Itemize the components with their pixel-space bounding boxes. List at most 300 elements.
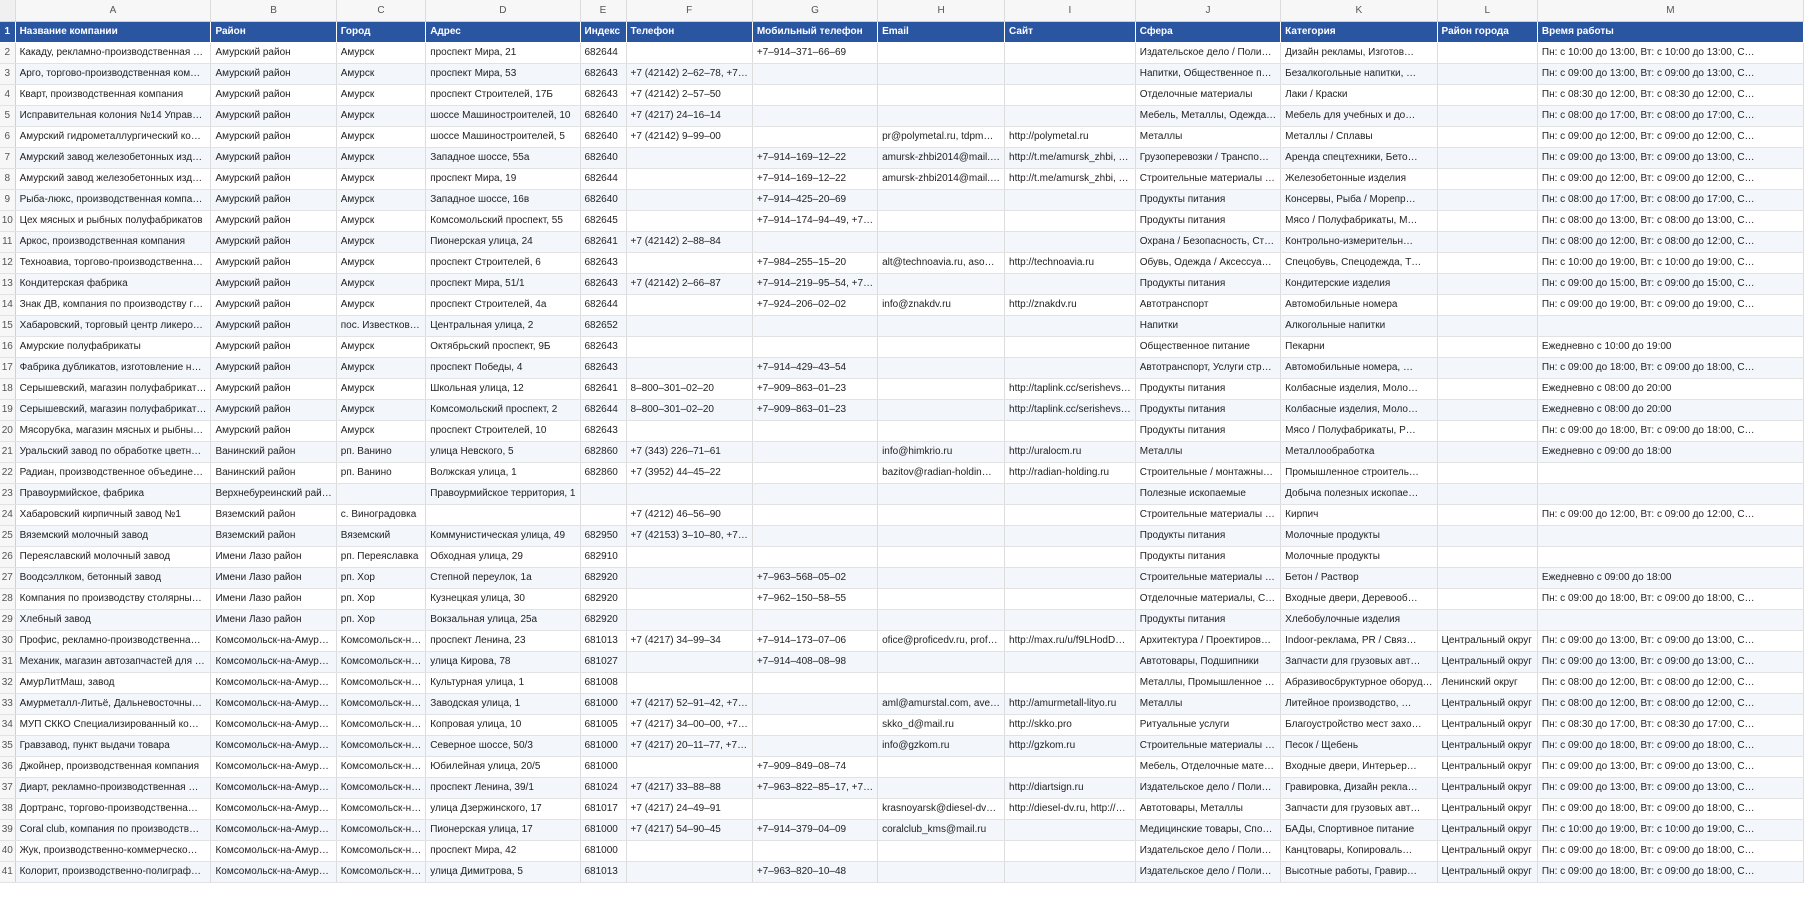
table-cell[interactable]: Вяземский район [211,504,336,525]
table-cell[interactable] [1005,819,1136,840]
table-cell[interactable]: Техноавиа, торгово-производственна… [15,252,211,273]
table-cell[interactable] [752,798,877,819]
table-cell[interactable] [752,336,877,357]
table-cell[interactable]: 682643 [580,84,626,105]
table-cell[interactable]: http://technoavia.ru [1005,252,1136,273]
table-cell[interactable]: Отделочные материалы, С… [1135,588,1280,609]
table-cell[interactable]: 682860 [580,441,626,462]
row-number[interactable]: 20 [0,420,15,441]
table-cell[interactable]: Центральный округ [1437,819,1537,840]
column-header[interactable]: Время работы [1537,21,1803,42]
table-cell[interactable] [1005,651,1136,672]
table-cell[interactable]: Амурский район [211,273,336,294]
table-cell[interactable]: 682920 [580,567,626,588]
column-letter[interactable]: J [1135,0,1280,21]
row-number[interactable]: 33 [0,693,15,714]
table-cell[interactable]: Амурск [336,105,425,126]
table-cell[interactable] [752,693,877,714]
table-cell[interactable] [752,84,877,105]
table-cell[interactable]: Продукты питания [1135,273,1280,294]
table-cell[interactable]: Канцтовары, Копироваль… [1281,840,1437,861]
table-cell[interactable]: amursk-zhbi2014@mail.… [878,147,1005,168]
table-cell[interactable]: Комсомольск-н… [336,756,425,777]
table-cell[interactable]: +7 (4212) 46‒56‒90 [626,504,752,525]
table-cell[interactable] [1437,126,1537,147]
table-cell[interactable] [626,315,752,336]
table-cell[interactable] [626,189,752,210]
table-cell[interactable]: Металлы [1135,693,1280,714]
table-cell[interactable]: Амурск [336,273,425,294]
table-cell[interactable]: Кварт, производственная компания [15,84,211,105]
table-cell[interactable]: 682652 [580,315,626,336]
table-cell[interactable]: +7‒984‒255‒15‒20 [752,252,877,273]
table-cell[interactable]: проспект Победы, 4 [426,357,580,378]
table-cell[interactable]: Промышленное строитель… [1281,462,1437,483]
table-cell[interactable] [752,462,877,483]
table-cell[interactable]: Рыба-люкс, производственная компа… [15,189,211,210]
table-cell[interactable]: Спецобувь, Спецодежда, Т… [1281,252,1437,273]
table-cell[interactable]: Продукты питания [1135,378,1280,399]
table-cell[interactable] [752,231,877,252]
row-number[interactable]: 7 [0,147,15,168]
table-cell[interactable] [878,378,1005,399]
table-cell[interactable]: Обходная улица, 29 [426,546,580,567]
table-cell[interactable]: Молочные продукты [1281,546,1437,567]
column-header[interactable]: Категория [1281,21,1437,42]
table-cell[interactable]: Воодсэллком, бетонный завод [15,567,211,588]
table-cell[interactable] [1005,84,1136,105]
table-cell[interactable] [1005,273,1136,294]
table-cell[interactable]: Ежедневно с 09:00 до 18:00 [1537,567,1803,588]
table-cell[interactable] [878,63,1005,84]
table-cell[interactable]: 682640 [580,126,626,147]
table-cell[interactable]: +7‒914‒169‒12‒22 [752,147,877,168]
table-cell[interactable]: +7‒914‒169‒12‒22 [752,168,877,189]
table-cell[interactable] [1437,546,1537,567]
table-cell[interactable]: Кирпич [1281,504,1437,525]
table-cell[interactable]: Комсомольск-н… [336,630,425,651]
table-cell[interactable]: info@himkrio.ru [878,441,1005,462]
table-cell[interactable]: Пионерская улица, 24 [426,231,580,252]
table-cell[interactable] [626,588,752,609]
table-cell[interactable]: Контрольно-измерительн… [1281,231,1437,252]
table-cell[interactable]: +7‒914‒429‒43‒54 [752,357,877,378]
table-cell[interactable]: Пн: с 08:00 до 12:00, Вт: с 08:00 до 12:00, С… [1537,672,1803,693]
table-cell[interactable] [1005,210,1136,231]
table-cell[interactable]: http://taplink.cc/serishevs… [1005,399,1136,420]
table-cell[interactable]: +7 (4217) 52‒91‒42, +7… [626,693,752,714]
column-header[interactable]: Индекс [580,21,626,42]
table-cell[interactable]: 682643 [580,420,626,441]
table-cell[interactable]: Амурск [336,84,425,105]
column-header[interactable]: Район города [1437,21,1537,42]
table-cell[interactable]: 682640 [580,105,626,126]
table-cell[interactable]: 682640 [580,147,626,168]
table-cell[interactable] [878,672,1005,693]
table-cell[interactable]: Имени Лазо район [211,609,336,630]
table-cell[interactable]: Амурск [336,210,425,231]
row-number[interactable]: 39 [0,819,15,840]
table-cell[interactable]: Амурский район [211,210,336,231]
table-cell[interactable]: http://uralocm.ru [1005,441,1136,462]
table-cell[interactable]: проспект Ленина, 23 [426,630,580,651]
table-cell[interactable] [626,840,752,861]
table-cell[interactable] [1005,336,1136,357]
table-cell[interactable]: Бетон / Раствор [1281,567,1437,588]
table-cell[interactable]: Ежедневно с 10:00 до 19:00 [1537,336,1803,357]
table-cell[interactable]: +7 (4217) 20‒11‒77, +7… [626,735,752,756]
table-cell[interactable]: +7‒963‒820‒10‒48 [752,861,877,882]
table-cell[interactable]: Продукты питания [1135,189,1280,210]
table-cell[interactable] [626,546,752,567]
table-cell[interactable] [580,504,626,525]
table-cell[interactable] [752,609,877,630]
row-number[interactable]: 21 [0,441,15,462]
table-cell[interactable]: Запчасти для грузовых авт… [1281,651,1437,672]
table-cell[interactable] [1437,399,1537,420]
table-cell[interactable]: Автотовары, Металлы [1135,798,1280,819]
table-cell[interactable]: проспект Мира, 42 [426,840,580,861]
table-cell[interactable]: Пн: с 09:00 до 13:00, Вт: с 09:00 до 13:00, С… [1537,651,1803,672]
row-number[interactable]: 13 [0,273,15,294]
row-number[interactable]: 15 [0,315,15,336]
table-cell[interactable]: +7‒914‒379‒04‒09 [752,819,877,840]
column-letter[interactable]: K [1281,0,1437,21]
table-cell[interactable]: Абразивосбруктурное оборуд… [1281,672,1437,693]
table-cell[interactable]: 682920 [580,588,626,609]
table-cell[interactable]: БАДы, Спортивное питание [1281,819,1437,840]
table-cell[interactable]: http://t.me/amursk_zhbi, … [1005,147,1136,168]
table-cell[interactable]: Пн: с 08:30 до 12:00, Вт: с 08:30 до 12:00, С… [1537,84,1803,105]
table-cell[interactable]: Правоурмийское территория, 1 [426,483,580,504]
table-cell[interactable] [1005,105,1136,126]
column-header[interactable]: Email [878,21,1005,42]
table-cell[interactable]: Амурский гидрометаллургический ко… [15,126,211,147]
table-cell[interactable]: Металлы [1135,126,1280,147]
table-cell[interactable]: 681013 [580,861,626,882]
table-cell[interactable] [1005,525,1136,546]
column-header[interactable]: Адрес [426,21,580,42]
table-cell[interactable]: Литейное производство, … [1281,693,1437,714]
table-cell[interactable]: amursk-zhbi2014@mail.… [878,168,1005,189]
table-cell[interactable]: +7‒962‒150‒58‒55 [752,588,877,609]
table-cell[interactable] [878,84,1005,105]
table-cell[interactable]: Издательское дело / Поли… [1135,861,1280,882]
table-cell[interactable] [626,567,752,588]
table-cell[interactable]: Дортранс, торгово-производственна… [15,798,211,819]
table-cell[interactable] [1537,525,1803,546]
table-cell[interactable] [878,546,1005,567]
table-cell[interactable]: Дизайн рекламы, Изготов… [1281,42,1437,63]
table-cell[interactable]: 682645 [580,210,626,231]
table-cell[interactable]: Компания по производству столярны… [15,588,211,609]
table-cell[interactable]: 681024 [580,777,626,798]
table-cell[interactable]: +7 (343) 226‒71‒61 [626,441,752,462]
table-cell[interactable] [626,147,752,168]
table-cell[interactable]: Пн: с 10:00 до 19:00, Вт: с 10:00 до 19:00, С… [1537,252,1803,273]
table-cell[interactable]: Охрана / Безопасность, Ст… [1135,231,1280,252]
table-cell[interactable]: Ежедневно с 08:00 до 20:00 [1537,399,1803,420]
table-cell[interactable] [1537,315,1803,336]
table-cell[interactable] [626,252,752,273]
table-cell[interactable]: Амурский район [211,189,336,210]
table-cell[interactable] [752,525,877,546]
row-number[interactable]: 30 [0,630,15,651]
table-cell[interactable] [878,231,1005,252]
row-number[interactable]: 29 [0,609,15,630]
table-cell[interactable]: 681005 [580,714,626,735]
table-cell[interactable]: Медицинские товары, Спо… [1135,819,1280,840]
table-cell[interactable]: Пекарни [1281,336,1437,357]
row-number[interactable]: 26 [0,546,15,567]
table-cell[interactable]: Пн: с 09:00 до 18:00, Вт: с 09:00 до 18:00, С… [1537,735,1803,756]
table-cell[interactable]: Металлы / Сплавы [1281,126,1437,147]
table-cell[interactable]: Амурский район [211,105,336,126]
table-cell[interactable]: Автотранспорт, Услуги стр… [1135,357,1280,378]
row-number[interactable]: 9 [0,189,15,210]
table-cell[interactable]: Издательское дело / Поли… [1135,42,1280,63]
table-cell[interactable]: Колбасные изделия, Моло… [1281,378,1437,399]
table-cell[interactable] [1005,546,1136,567]
table-cell[interactable]: Пн: с 09:00 до 13:00, Вт: с 09:00 до 13:00, С… [1537,756,1803,777]
row-number[interactable]: 18 [0,378,15,399]
table-cell[interactable]: Автотовары, Подшипники [1135,651,1280,672]
table-cell[interactable]: проспект Строителей, 10 [426,420,580,441]
table-cell[interactable]: 682910 [580,546,626,567]
column-letter[interactable]: I [1005,0,1136,21]
row-number[interactable]: 3 [0,63,15,84]
table-cell[interactable]: проспект Мира, 21 [426,42,580,63]
table-cell[interactable] [626,420,752,441]
table-cell[interactable] [752,546,877,567]
table-cell[interactable]: Комсомольск-на-Амур… [211,714,336,735]
table-cell[interactable] [1437,483,1537,504]
table-cell[interactable]: Знак ДВ, компания по производству г… [15,294,211,315]
table-cell[interactable]: +7 (42142) 2‒88‒84 [626,231,752,252]
table-cell[interactable]: Металлообработка [1281,441,1437,462]
column-letter[interactable]: G [752,0,877,21]
table-cell[interactable]: +7 (42153) 3‒10‒80, +7… [626,525,752,546]
table-cell[interactable]: Строительные материалы … [1135,567,1280,588]
table-cell[interactable]: Амурский район [211,294,336,315]
table-cell[interactable] [1437,336,1537,357]
table-cell[interactable]: Комсомольск-на-Амур… [211,693,336,714]
table-cell[interactable] [1437,441,1537,462]
table-cell[interactable] [626,651,752,672]
table-cell[interactable]: Пионерская улица, 17 [426,819,580,840]
table-cell[interactable]: 682644 [580,399,626,420]
table-cell[interactable] [1537,462,1803,483]
table-cell[interactable]: Джойнер, производственная компания [15,756,211,777]
table-cell[interactable]: Амурск [336,420,425,441]
table-cell[interactable]: Комсомольск-н… [336,651,425,672]
table-cell[interactable]: +7 (4217) 54‒90‒45 [626,819,752,840]
column-letter[interactable]: D [426,0,580,21]
table-cell[interactable] [878,777,1005,798]
table-cell[interactable]: Амурск [336,63,425,84]
table-cell[interactable]: Запчасти для грузовых авт… [1281,798,1437,819]
table-cell[interactable] [878,525,1005,546]
table-cell[interactable] [626,483,752,504]
table-cell[interactable]: Радиан, производственное объедине… [15,462,211,483]
table-cell[interactable]: Гравзавод, пункт выдачи товара [15,735,211,756]
table-cell[interactable]: улица Невского, 5 [426,441,580,462]
table-cell[interactable]: проспект Ленина, 39/1 [426,777,580,798]
table-cell[interactable]: Амурский район [211,378,336,399]
table-cell[interactable]: Кузнецкая улица, 30 [426,588,580,609]
table-cell[interactable] [1005,315,1136,336]
table-cell[interactable]: Высотные работы, Гравир… [1281,861,1437,882]
table-cell[interactable]: проспект Мира, 53 [426,63,580,84]
table-cell[interactable]: Комсомольск-н… [336,840,425,861]
table-cell[interactable]: http://gzkom.ru [1005,735,1136,756]
table-cell[interactable]: Железобетонные изделия [1281,168,1437,189]
table-cell[interactable]: +7 (4217) 33‒88‒88 [626,777,752,798]
table-cell[interactable]: Хлебный завод [15,609,211,630]
table-cell[interactable] [878,504,1005,525]
row-number[interactable]: 5 [0,105,15,126]
table-cell[interactable]: Амурск [336,294,425,315]
table-cell[interactable]: Жук, производственно-коммерческо… [15,840,211,861]
table-cell[interactable]: Архитектура / Проектиров… [1135,630,1280,651]
table-cell[interactable] [1005,483,1136,504]
table-cell[interactable]: info@znakdv.ru [878,294,1005,315]
table-cell[interactable] [878,756,1005,777]
table-cell[interactable]: Комсомольск-н… [336,861,425,882]
table-cell[interactable]: Цех мясных и рыбных полуфабрикатов [15,210,211,231]
table-cell[interactable] [626,756,752,777]
table-cell[interactable]: http://t.me/amursk_zhbi, … [1005,168,1136,189]
table-cell[interactable] [1437,315,1537,336]
table-cell[interactable]: Комсомольск-на-Амур… [211,840,336,861]
table-cell[interactable]: Копровая улица, 10 [426,714,580,735]
table-cell[interactable]: Издательское дело / Поли… [1135,840,1280,861]
table-cell[interactable]: шоссе Машиностроителей, 5 [426,126,580,147]
table-cell[interactable]: Металлы, Промышленное … [1135,672,1280,693]
table-cell[interactable] [878,567,1005,588]
table-cell[interactable]: coralclub_kms@mail.ru [878,819,1005,840]
table-cell[interactable] [1005,756,1136,777]
column-header[interactable]: Телефон [626,21,752,42]
table-cell[interactable]: Мебель, Металлы, Одежда… [1135,105,1280,126]
table-cell[interactable]: Кондитерская фабрика [15,273,211,294]
table-cell[interactable]: Indoor-реклама, PR / Связ… [1281,630,1437,651]
table-cell[interactable]: Серышевский, магазин полуфабрикат… [15,378,211,399]
table-cell[interactable]: Центральный округ [1437,735,1537,756]
table-cell[interactable]: +7‒914‒173‒07‒06 [752,630,877,651]
table-cell[interactable] [752,105,877,126]
column-letter[interactable]: E [580,0,626,21]
table-cell[interactable] [878,399,1005,420]
table-cell[interactable]: Комсомольск-на-Амур… [211,651,336,672]
table-cell[interactable]: http://amurmetall-lityo.ru [1005,693,1136,714]
table-cell[interactable] [1437,462,1537,483]
table-cell[interactable] [878,420,1005,441]
table-cell[interactable]: Пн: с 09:00 до 18:00, Вт: с 09:00 до 18:00, С… [1537,420,1803,441]
row-number[interactable]: 28 [0,588,15,609]
table-cell[interactable] [1437,504,1537,525]
table-cell[interactable]: 682641 [580,231,626,252]
row-number[interactable]: 22 [0,462,15,483]
table-cell[interactable] [1437,42,1537,63]
table-cell[interactable]: Добыча полезных ископае… [1281,483,1437,504]
table-cell[interactable]: Амурский завод железобетонных изд… [15,168,211,189]
column-header[interactable]: Город [336,21,425,42]
table-cell[interactable]: Амурский район [211,42,336,63]
row-number[interactable]: 36 [0,756,15,777]
table-cell[interactable] [1437,63,1537,84]
table-cell[interactable]: Консервы, Рыба / Морепр… [1281,189,1437,210]
table-cell[interactable] [336,483,425,504]
table-cell[interactable] [1437,231,1537,252]
table-cell[interactable]: Ванинский район [211,441,336,462]
table-cell[interactable]: Правоурмийское, фабрика [15,483,211,504]
table-cell[interactable] [878,357,1005,378]
table-cell[interactable]: Мебель для учебных и до… [1281,105,1437,126]
table-cell[interactable]: Молочные продукты [1281,525,1437,546]
table-cell[interactable]: Хабаровский кирпичный завод №1 [15,504,211,525]
table-cell[interactable]: Пн: с 08:30 до 17:00, Вт: с 08:30 до 17:00, С… [1537,714,1803,735]
table-cell[interactable] [752,735,877,756]
table-cell[interactable] [1537,546,1803,567]
table-cell[interactable]: Культурная улица, 1 [426,672,580,693]
table-cell[interactable]: Переяславский молочный завод [15,546,211,567]
table-cell[interactable]: 681017 [580,798,626,819]
table-cell[interactable]: Амурск [336,147,425,168]
table-cell[interactable] [752,63,877,84]
table-cell[interactable] [580,483,626,504]
table-cell[interactable]: Комсомольск-на-Амур… [211,735,336,756]
table-cell[interactable]: ofice@proficedv.ru, prof… [878,630,1005,651]
table-cell[interactable]: проспект Строителей, 4а [426,294,580,315]
column-header[interactable]: Сайт [1005,21,1136,42]
table-cell[interactable]: Безалкогольные напитки, … [1281,63,1437,84]
table-cell[interactable]: 682643 [580,357,626,378]
table-cell[interactable]: +7 (42142) 2‒66‒87 [626,273,752,294]
table-cell[interactable] [878,210,1005,231]
table-cell[interactable]: Пн: с 09:00 до 18:00, Вт: с 09:00 до 18:00, С… [1537,798,1803,819]
table-cell[interactable]: Пн: с 09:00 до 15:00, Вт: с 09:00 до 15:00, С… [1537,273,1803,294]
table-cell[interactable]: Школьная улица, 12 [426,378,580,399]
table-cell[interactable] [878,483,1005,504]
table-cell[interactable] [752,315,877,336]
table-cell[interactable] [626,168,752,189]
table-cell[interactable]: Мясо / Полуфабрикаты, Р… [1281,420,1437,441]
table-cell[interactable] [752,126,877,147]
table-cell[interactable]: Амурск [336,168,425,189]
table-cell[interactable]: +7‒914‒408‒08‒98 [752,651,877,672]
table-cell[interactable]: Хабаровский, торговый центр ликеро… [15,315,211,336]
table-cell[interactable]: 682641 [580,378,626,399]
table-cell[interactable]: Центральный округ [1437,693,1537,714]
table-cell[interactable]: Фабрика дубликатов, изготовление н… [15,357,211,378]
row-number[interactable]: 6 [0,126,15,147]
table-cell[interactable]: Продукты питания [1135,546,1280,567]
table-cell[interactable]: 681027 [580,651,626,672]
table-cell[interactable] [1437,609,1537,630]
table-cell[interactable]: bazitov@radian-holdin… [878,462,1005,483]
table-cell[interactable]: Амурский район [211,84,336,105]
table-cell[interactable]: Волжская улица, 1 [426,462,580,483]
table-cell[interactable]: рп. Хор [336,609,425,630]
table-cell[interactable]: Центральный округ [1437,798,1537,819]
table-cell[interactable]: рп. Ванино [336,441,425,462]
row-number[interactable]: 1 [0,21,15,42]
table-cell[interactable]: Амурский район [211,63,336,84]
table-cell[interactable]: АмурЛитМаш, завод [15,672,211,693]
table-cell[interactable]: Имени Лазо район [211,546,336,567]
table-cell[interactable]: Северное шоссе, 50/3 [426,735,580,756]
